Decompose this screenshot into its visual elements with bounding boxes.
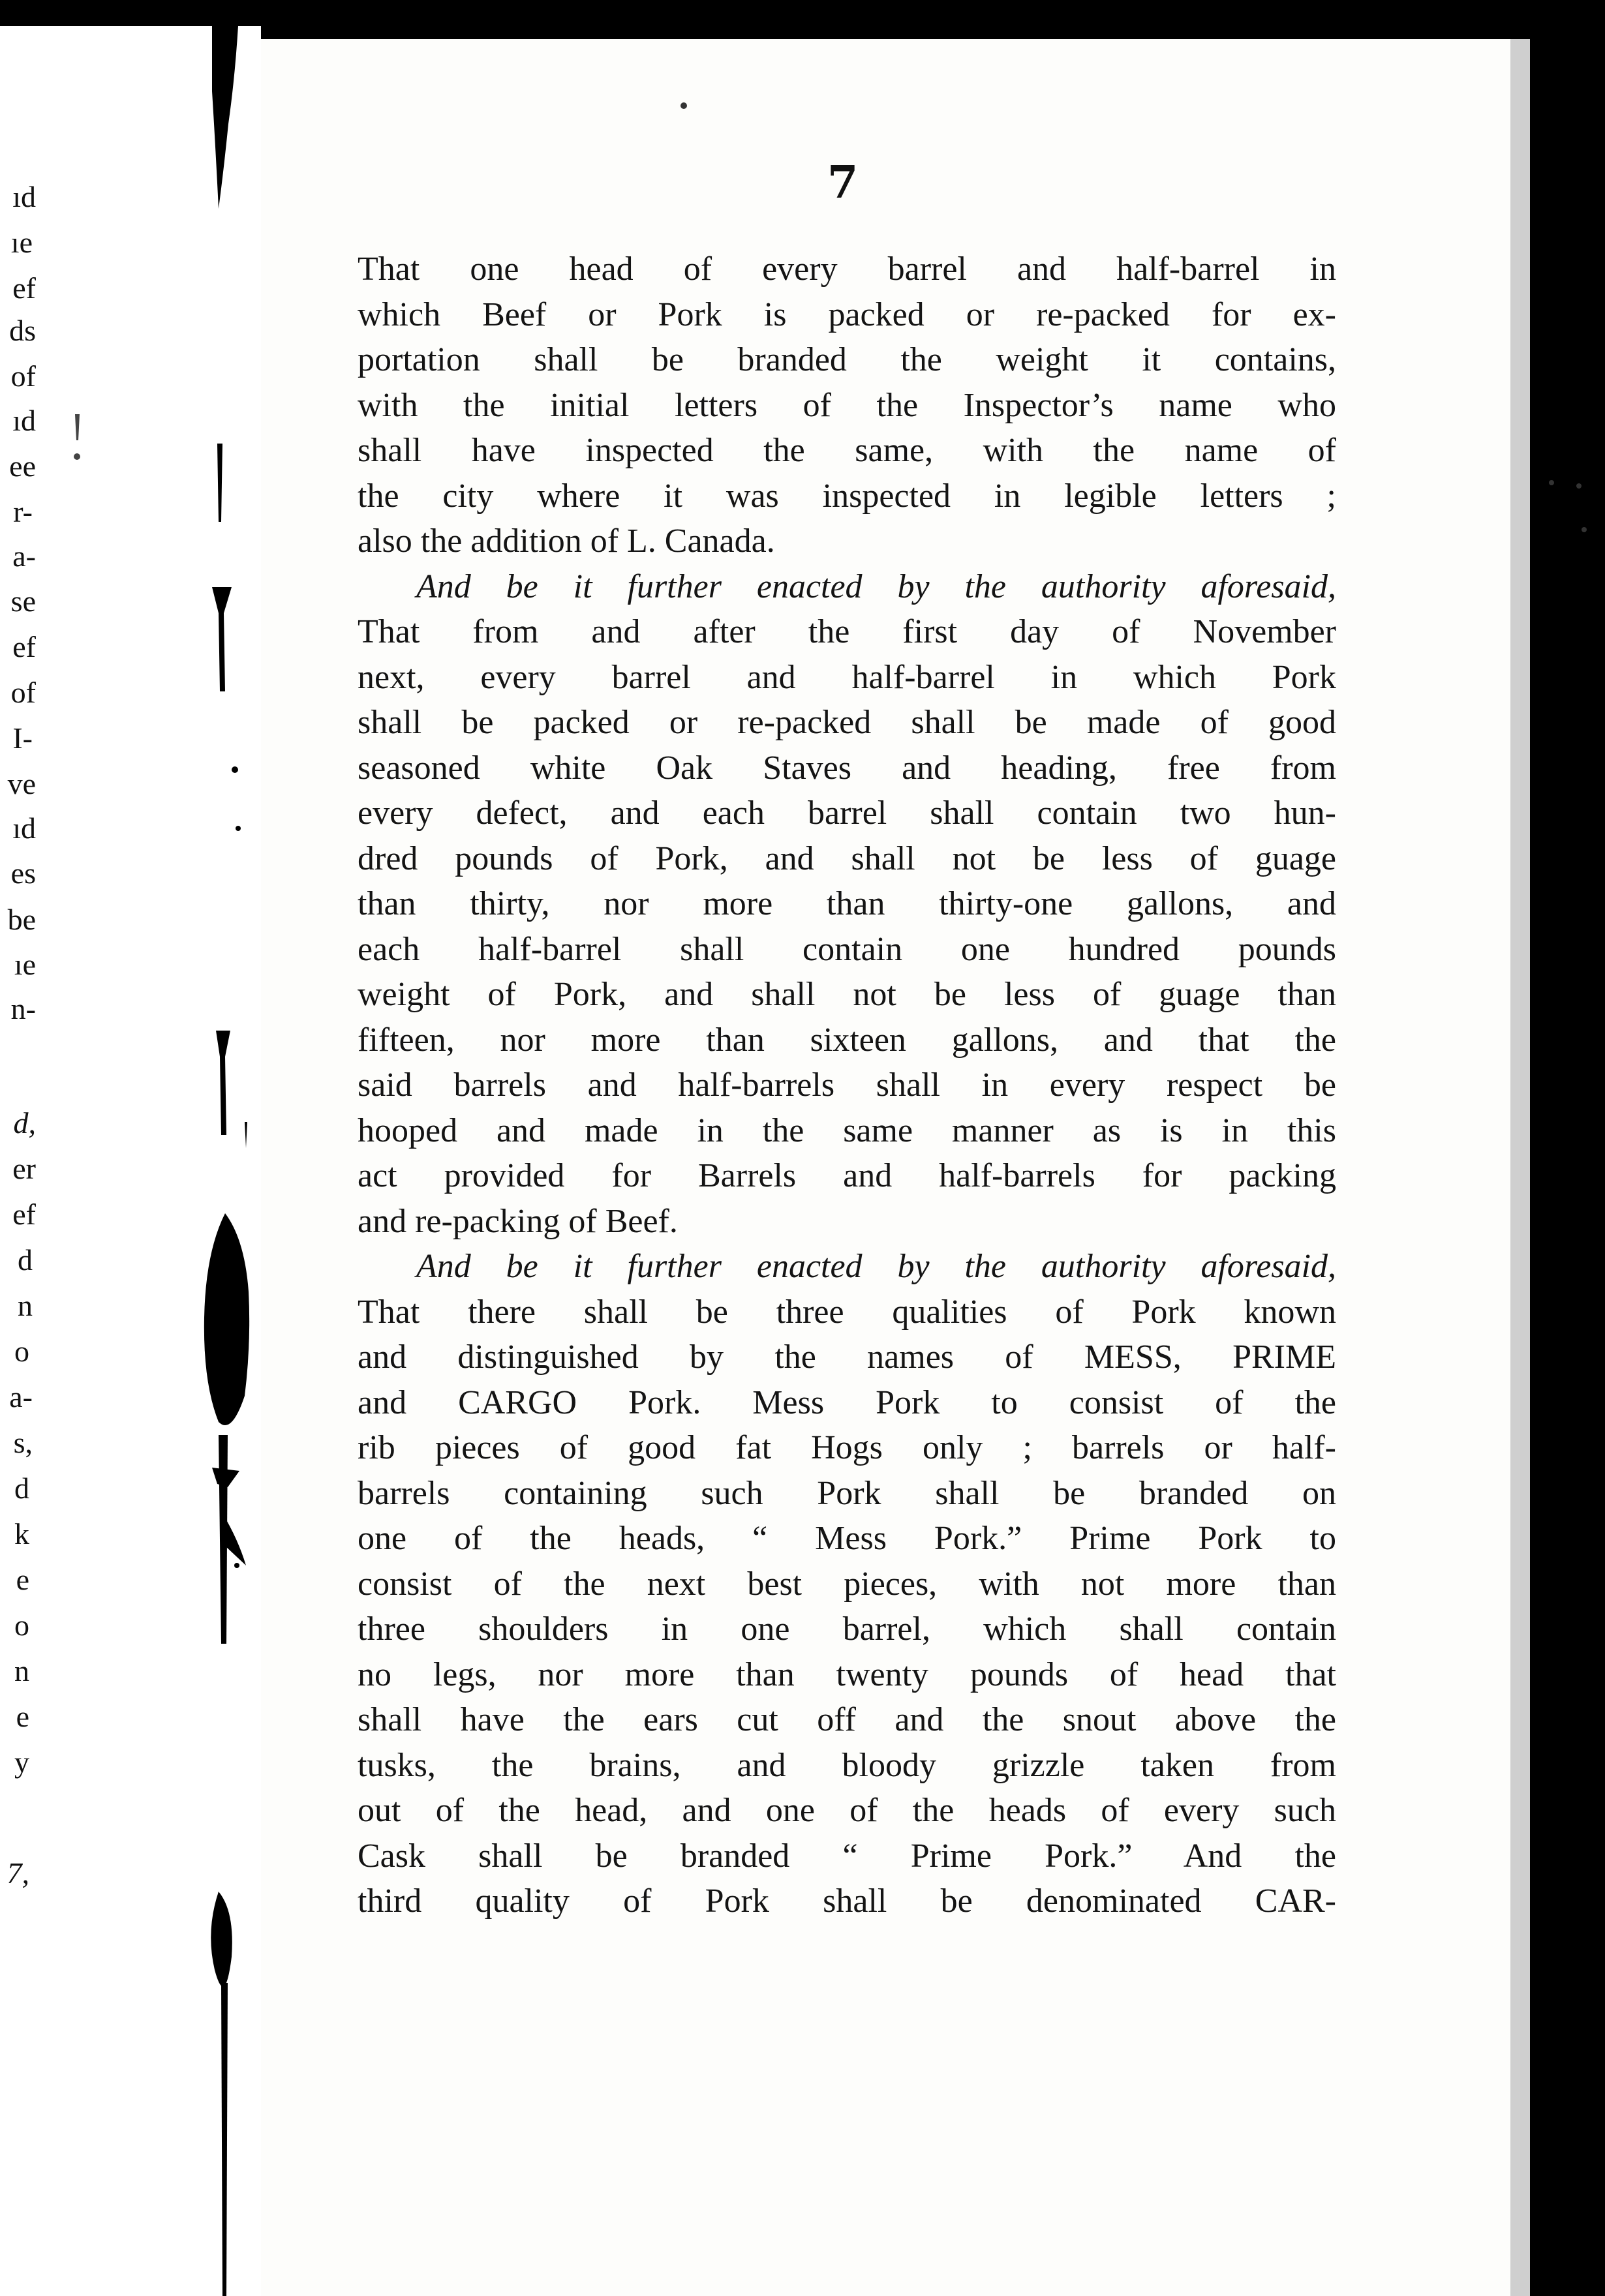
left-adjoining-page [0, 26, 196, 2296]
left-fragment: of [10, 359, 36, 393]
text-line: and CARGO Pork. Mess Pork to consist of the [358, 1383, 1336, 1421]
text-line: next, every barrel and half-barrel in which Pork [358, 658, 1336, 696]
left-fragment: y [14, 1745, 29, 1779]
enactment-clause: And be it further enacted by the authority aforesaid, [416, 567, 1336, 605]
left-fragment: k [14, 1517, 29, 1550]
enactment-clause: And be it further enacted by the authority aforesaid, [416, 1248, 1336, 1285]
text-line: That one head of every barrel and half-barrel in [358, 250, 1336, 288]
text-line: portation shall be branded the weight it contains, [358, 341, 1336, 378]
text-line: weight of Pork, and shall not be less of guage than [358, 976, 1336, 1013]
left-fragment: s, [13, 1426, 33, 1459]
left-fragment: er [12, 1152, 36, 1185]
page-number: 7 [827, 157, 859, 209]
left-fragment: I- [12, 721, 33, 755]
left-fragment: ıd [12, 404, 36, 437]
text-line: fifteen, nor more than sixteen gallons, and that the [358, 1021, 1336, 1059]
text-line: three shoulders in one barrel, which shall contain [358, 1610, 1336, 1648]
left-fragment: ef [12, 1198, 36, 1231]
left-fragment: be [7, 903, 36, 936]
left-fragment: n [14, 1654, 29, 1687]
left-fragment: ds [9, 314, 36, 347]
text-line: rib pieces of good fat Hogs only ; barrels or half- [358, 1429, 1336, 1466]
left-fragment: ef [12, 271, 36, 305]
text-line: shall be packed or re-packed shall be made of good [358, 704, 1336, 741]
binding-shadow-marks [199, 26, 251, 2296]
left-fragment: ve [7, 767, 36, 800]
left-fragment: d [18, 1243, 33, 1276]
text-line: That from and after the first day of November [358, 613, 1336, 650]
text-line: seasoned white Oak Staves and heading, free from [358, 749, 1336, 787]
left-fragment: ıd [12, 180, 36, 213]
left-fragment: o [14, 1335, 29, 1368]
left-fragment: a- [9, 1380, 33, 1413]
left-fragment: ıe [14, 948, 36, 981]
left-fragment: r- [13, 495, 33, 528]
left-fragment: n [18, 1289, 33, 1322]
left-fragment: ıe [10, 226, 33, 259]
text-line: consist of the next best pieces, with not more than [358, 1565, 1336, 1603]
text-line: act provided for Barrels and half-barrels for packing [358, 1157, 1336, 1194]
text-line: every defect, and each barrel shall contain two hun- [358, 794, 1336, 832]
text-line: dred pounds of Pork, and shall not be less of guage [358, 839, 1336, 877]
left-fragment: se [10, 584, 36, 618]
text-line: also the addition of L. Canada. [358, 522, 775, 560]
text-line: the city where it was inspected in legible letters ; [358, 477, 1336, 515]
body-text [358, 247, 1336, 1924]
left-fragment: ee [9, 449, 36, 483]
left-fragment: ef [12, 630, 36, 663]
left-fragment: d, [13, 1106, 36, 1140]
text-line: hooped and made in the same manner as is in this [358, 1111, 1336, 1149]
text-line: out of the head, and one of the heads of every such [358, 1792, 1336, 1829]
left-fragment: n- [10, 992, 36, 1025]
text-line: and distinguished by the names of MESS, PRIME [358, 1338, 1336, 1376]
text-line: shall have the ears cut off and the snout above the [358, 1701, 1336, 1738]
left-fragment: 7, [7, 1856, 29, 1890]
left-fragment: o [14, 1609, 29, 1642]
text-line: with the initial letters of the Inspector’s name who [358, 386, 1336, 424]
left-fragment: e [16, 1700, 29, 1733]
text-line: third quality of Pork shall be denominated CAR- [358, 1882, 1336, 1920]
text-line: said barrels and half-barrels shall in every respect be [358, 1066, 1336, 1104]
page-edge-shadow [1510, 39, 1530, 2296]
text-line: That there shall be three qualities of Pork known [358, 1293, 1336, 1331]
text-line: which Beef or Pork is packed or re-packed for ex- [358, 295, 1336, 333]
text-line: no legs, nor more than twenty pounds of head that [358, 1655, 1336, 1693]
text-line: than thirty, nor more than thirty-one gallons, and [358, 885, 1336, 922]
text-line: barrels containing such Pork shall be branded on [358, 1474, 1336, 1512]
left-fragment: es [10, 856, 36, 890]
left-fragment: ıd [12, 811, 36, 845]
text-line: one of the heads, “ Mess Pork.” Prime Pork to [358, 1520, 1336, 1557]
text-line: and re-packing of Beef. [358, 1202, 678, 1240]
left-fragment: a- [12, 539, 36, 573]
text-line: shall have inspected the same, with the name of [358, 432, 1336, 469]
left-fragment: d [14, 1472, 29, 1505]
text-line: each half-barrel shall contain one hundred pounds [358, 930, 1336, 968]
text-line: tusks, the brains, and bloody grizzle taken from [358, 1746, 1336, 1784]
left-fragment: e [16, 1563, 29, 1596]
text-line: Cask shall be branded “ Prime Pork.” And the [358, 1837, 1336, 1875]
left-fragment: of [10, 676, 36, 709]
